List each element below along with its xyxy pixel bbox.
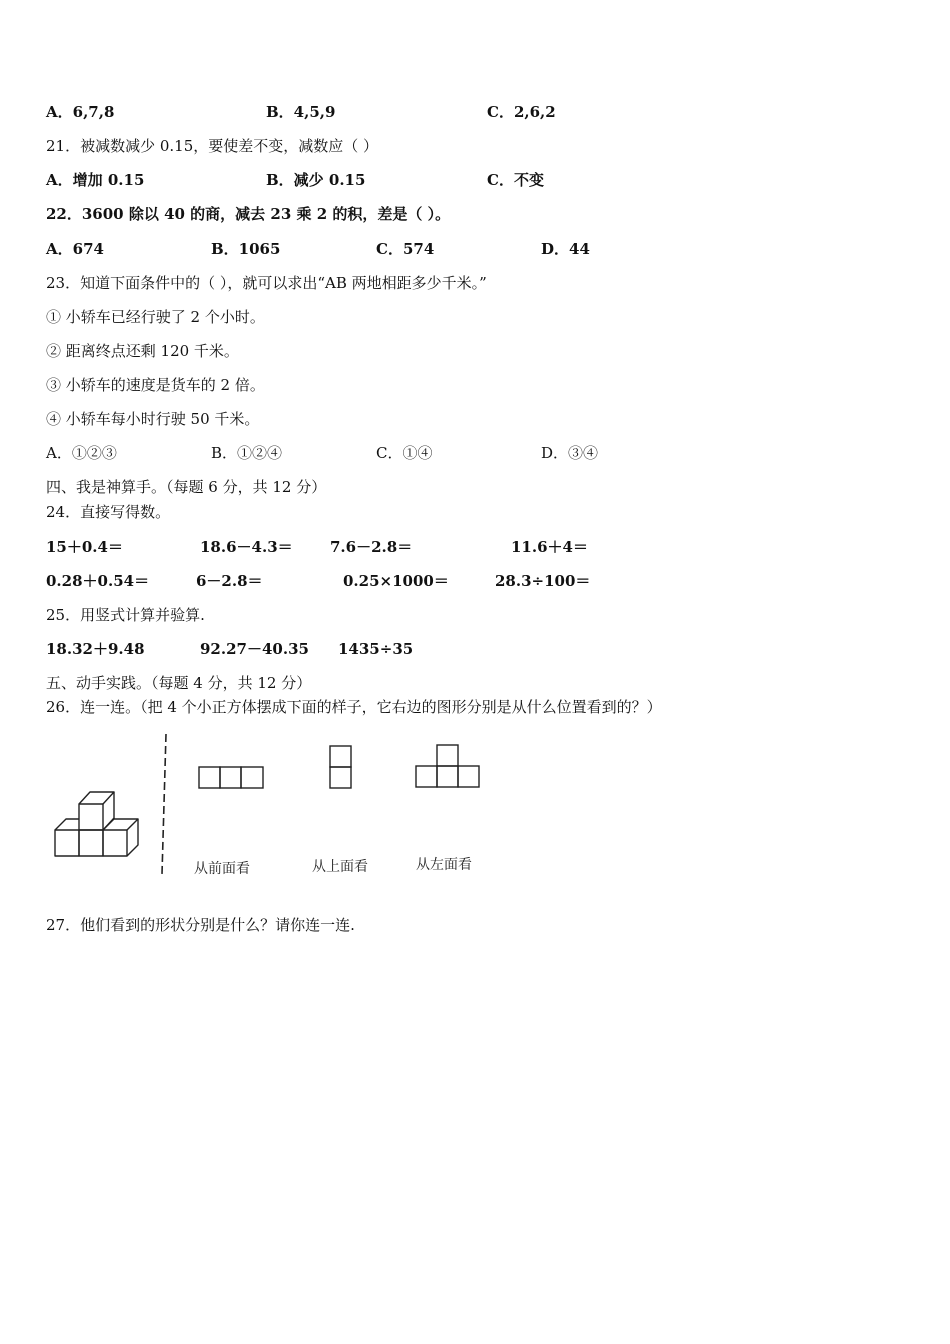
q21-option-b: B．减少 0.15 <box>266 171 366 189</box>
q23-condition-3: ③ 小轿车的速度是货车的 2 倍。 <box>46 376 265 394</box>
front-view-drawing <box>199 767 263 788</box>
q24-item-5: 0.28＋0.54＝ <box>46 572 150 590</box>
q20-option-c: C．2,6,2 <box>487 103 556 121</box>
cube-views-svg <box>40 728 510 888</box>
q23-condition-2: ② 距离终点还剩 120 千米。 <box>46 342 239 360</box>
q25-item-3: 1435÷35 <box>338 640 414 658</box>
q26-stem: 26．连一连。（把 4 个小正方体摆成下面的样子，它右边的图形分别是从什么位置看到的？） <box>46 698 662 716</box>
q25-item-1: 18.32＋9.48 <box>46 640 145 658</box>
q24-item-7: 0.25×1000＝ <box>343 572 449 590</box>
label-left-view: 从左面看 <box>416 857 472 873</box>
q23-stem: 23．知道下面条件中的（ ），就可以求出“AB 两地相距多少千米。” <box>46 274 487 292</box>
q24-item-2: 18.6－4.3＝ <box>200 538 293 556</box>
q22-stem: 22．3600 除以 40 的商，减去 23 乘 2 的积，差是（ ）。 <box>46 205 451 223</box>
q27-stem: 27．他们看到的形状分别是什么？请你连一连. <box>46 916 355 934</box>
label-front-view: 从前面看 <box>194 861 250 877</box>
q21-option-c: C．不变 <box>487 171 544 189</box>
q23-option-b: B．①②④ <box>211 444 283 462</box>
label-top-view: 从上面看 <box>312 859 368 875</box>
q24-stem: 24．直接写得数。 <box>46 503 171 521</box>
dashed-divider <box>162 734 166 874</box>
section-5-title: 五、动手实践。（每题 4 分，共 12 分） <box>46 674 312 692</box>
q25-stem: 25．用竖式计算并验算. <box>46 606 205 624</box>
q25-item-2: 92.27－40.35 <box>200 640 309 658</box>
q24-item-1: 15＋0.4＝ <box>46 538 123 556</box>
q23-option-c: C．①④ <box>376 444 433 462</box>
q24-item-8: 28.3÷100＝ <box>495 572 591 590</box>
q23-condition-4: ④ 小轿车每小时行驶 50 千米。 <box>46 410 260 428</box>
cube-stack-drawing <box>55 792 138 856</box>
q20-option-b: B．4,5,9 <box>266 103 336 121</box>
q22-option-c: C．574 <box>376 240 435 258</box>
q24-item-6: 6－2.8＝ <box>196 572 263 590</box>
q22-option-d: D．44 <box>541 240 590 258</box>
left-view-drawing <box>416 745 479 787</box>
q20-option-a: A．6,7,8 <box>46 103 115 121</box>
top-view-drawing <box>330 746 351 788</box>
q24-item-4: 11.6＋4＝ <box>511 538 588 556</box>
cube-views-figure <box>40 728 510 888</box>
q23-option-d: D．③④ <box>541 444 599 462</box>
q24-item-3: 7.6－2.8＝ <box>330 538 413 556</box>
q21-option-a: A．增加 0.15 <box>46 171 145 189</box>
section-4-title: 四、我是神算手。（每题 6 分，共 12 分） <box>46 478 327 496</box>
q23-condition-1: ① 小轿车已经行驶了 2 个小时。 <box>46 308 265 326</box>
q21-stem: 21．被减数减少 0.15，要使差不变，减数应（ ） <box>46 137 379 155</box>
q23-option-a: A．①②③ <box>46 444 117 462</box>
q22-option-a: A．674 <box>46 240 104 258</box>
q22-option-b: B．1065 <box>211 240 281 258</box>
